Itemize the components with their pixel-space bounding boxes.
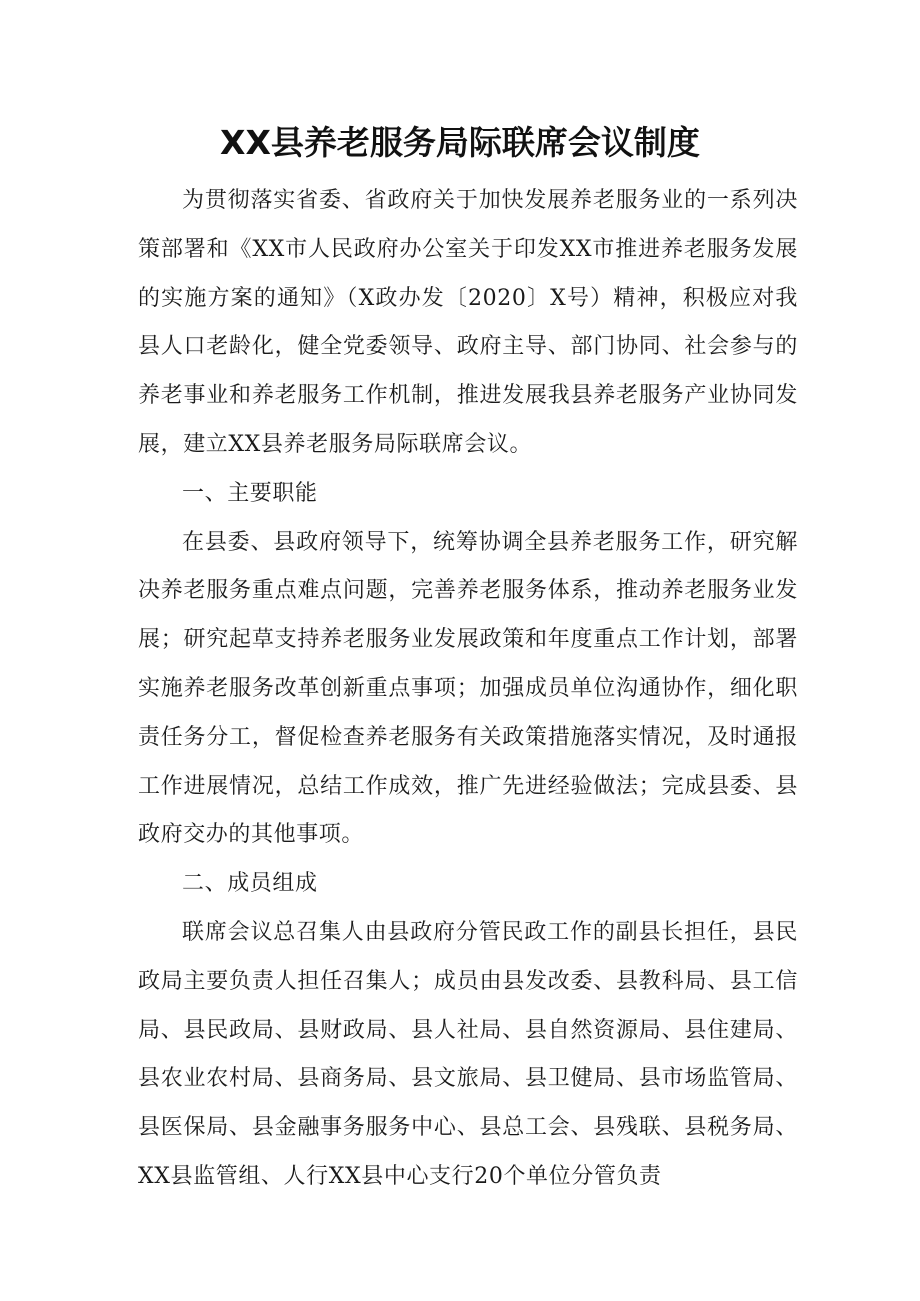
document-body <box>138 177 798 1202</box>
document-title: XX县养老服务局际联席会议制度 <box>220 123 700 162</box>
intro-paragraph: 为贯彻落实省委、省政府关于加快发展养老服务业的一系列决策部署和《XX市人民政府办公室关于印发XX市推进养老服务发展的实施方案的通知》（X政办发〔2020〕X号）精神，积极应对我县人口老龄化，健全党委领导、政府主导、部门协同、社会参与的养老事业和养老服务工作机制，推进发展我县养老服务产业协同发展，建立XX县养老服务局际联席会议。 <box>138 188 798 457</box>
main-functions-paragraph: 在县委、县政府领导下，统筹协调全县养老服务工作，研究解决养老服务重点难点问题，完善养老服务体系，推动养老服务业发展；研究起草支持养老服务业发展政策和年度重点工作计划，部署实施养老服务改革创新重点事项；加强成员单位沟通协作，细化职责任务分工，督促检查养老服务有关政策措施落实情况，及时通报工作进展情况，总结工作成效，推广先进经验做法；完成县委、县政府交办的其他事项。 <box>138 529 798 848</box>
member-composition-paragraph: 联席会议总召集人由县政府分管民政工作的副县长担任，县民政局主要负责人担任召集人；成员由县发改委、县教科局、县工信局、县民政局、县财政局、县人社局、县自然资源局、县住建局、县农业农村局、县商务局、县文旅局、县卫健局、县市场监管局、县医保局、县金融事务服务中心、县总工会、县残联、县税务局、XX县监管组、人行XX县中心支行20个单位分管负责 <box>138 919 798 1189</box>
section-heading-member-composition: 二、成员组成 <box>182 871 318 897</box>
section-heading-main-functions: 一、主要职能 <box>182 480 318 506</box>
